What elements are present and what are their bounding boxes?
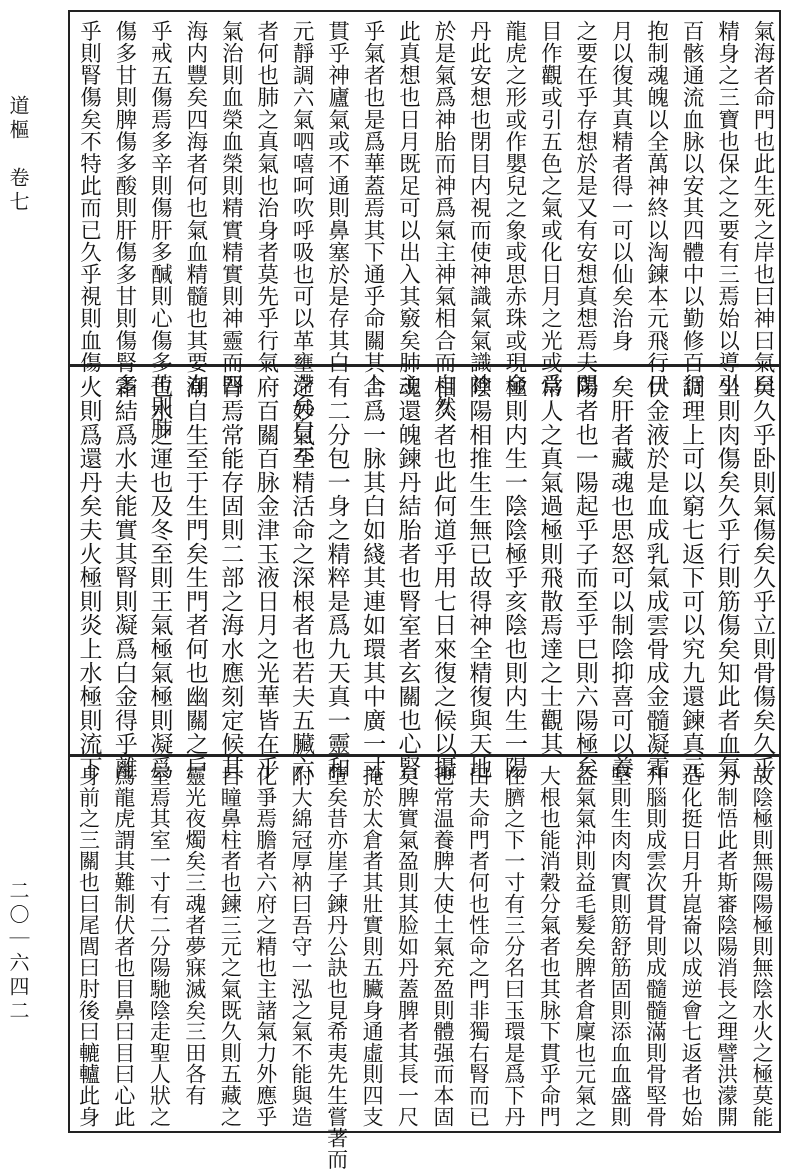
- text-column: 相久者也此何道乎用七日來復之候以攝: [429, 375, 456, 780]
- text-column: 於是氣爲神胎而神爲氣主神氣相合而自然: [430, 20, 456, 418]
- text-column: 乎氣者也是爲華蓋焉其下通乎命關其上: [360, 20, 386, 396]
- text-column: 極則内生一陰陰極乎亥陰也則内生一陽: [500, 375, 527, 780]
- text-column: 潮自生至于生門矣生門者何也幽關之戶: [181, 375, 208, 780]
- text-column: 大根也能消穀分氣者也其脉下貫乎命門: [537, 765, 562, 1128]
- text-column: 傷多甘則脾傷多酸則肝傷多甘則傷腎多: [111, 20, 137, 396]
- text-column: 目作觀或引五色之氣或化日月之光或爲: [537, 20, 563, 396]
- text-column: 龍虎之形或作嬰兒之象或思赤珠或現金: [501, 20, 527, 396]
- text-column: 有二分包一身之精粹是爲九天真一靈和: [323, 375, 350, 780]
- text-column: 坐則肉傷矣久乎行則筋傷矣知此者血氣: [713, 375, 740, 780]
- text-column: 益氣氣沖則益毛髮矣脾者倉廩也元氣之: [572, 765, 597, 1128]
- text-column: 矣久乎卧則氣傷矣久乎立則骨傷矣久乎: [749, 375, 775, 780]
- text-column: 丹此安想也閉目内視而使神識氣氣識神: [466, 20, 492, 396]
- text-column: 造化挺日月升崑崙以成逆會七返者也始: [679, 765, 704, 1128]
- text-column: 之妙氣至精活命之深根者也若夫五臟六: [288, 375, 315, 780]
- text-column: 升腦則成雲次貫骨則成髓髓滿則骨堅骨: [643, 765, 668, 1128]
- text-column: 力制悟此者斯審陰陽消長之理譬洪濛開: [714, 765, 739, 1128]
- text-column: 之要在乎存想於是又有安想真想焉夫閉: [572, 20, 598, 396]
- text-column: 調理上可以窮七返下可以究九還鍊真元: [678, 375, 705, 780]
- text-column: 掩於太倉者其壯實則五臟身通虛則四支: [360, 765, 385, 1128]
- text-column: 附大綿冠厚衲曰吾守一泓之氣不能與造: [289, 765, 314, 1128]
- text-column: 矣脾實氣盈則其脸如丹蓋脾者其長一尺: [395, 765, 420, 1128]
- text-column: 也常温養脾大使土氣充盈則體强而本固: [430, 765, 455, 1128]
- text-panel-top: [68, 10, 781, 462]
- text-column: 乎戒五傷焉多辛則傷肝多醎則心傷多苦則肺: [147, 20, 173, 440]
- text-column: 室焉其室一寸有二分陽馳陰走聖人狀之: [147, 765, 172, 1128]
- text-panel-bottom: [68, 756, 781, 1170]
- text-column: 伏金液於是血成乳氣成雲骨成金髓凝霜: [642, 375, 669, 780]
- text-column: 陰陽相推生生無已故得神全精復與天地: [465, 375, 492, 780]
- text-column: 腎焉常能存固則二部之海水應刻定候其: [217, 375, 244, 780]
- text-column: 在臍之下一寸有三分名曰玉環是爲下丹: [501, 765, 526, 1128]
- text-column: 海内豐矣四海者何也氣血精髓也其要在: [182, 20, 208, 396]
- text-column: 精身之三寶也保之之要有三焉始以導引: [714, 20, 740, 396]
- book-title-margin: 道樞 卷七: [6, 95, 30, 215]
- text-column: 者何也肺之真氣也治身者莫先乎行氣: [253, 20, 279, 374]
- text-column: 爲龍虎謂其難制伏者也目鼻曰目曰心此: [111, 765, 136, 1128]
- text-column: 月以復其真精者得一可以仙矣治身: [608, 20, 634, 352]
- text-column: 靈光夜燭矣三魂者夢寐滅矣三田各有: [182, 765, 207, 1106]
- text-column: 身前之三關也曰尾閭曰肘後曰轆轤此身: [76, 765, 101, 1128]
- text-column: 田夫命門者何也性命之門非獨右腎而已: [466, 765, 491, 1128]
- text-column: 抱制魂魄以全萬神終以淘鍊本元飛行日: [643, 20, 669, 396]
- text-column: 府百關百脉金津玉液日月之光華皆在乎: [252, 375, 279, 780]
- text-column: 元靜調六氣呬嘻呵吹呼吸也可以革壅滯矣白元: [289, 20, 315, 462]
- text-column: 也水之運也及冬至則王氣極氣極則凝爲: [146, 375, 173, 780]
- text-column: 堅則生肉肉實則筋舒筋固則添血血盛則: [608, 765, 633, 1128]
- text-column: 火則爲還丹矣夫火極則炎上水極則流下: [75, 375, 102, 780]
- text-column: 百骸通流血脉以安其四體中以勤修百行: [679, 20, 705, 396]
- text-column: 魂還魄鍊丹結胎者也腎室者玄關也心腎: [394, 375, 421, 780]
- text-column: 常人之真氣過極則飛散焉達之士觀其: [536, 375, 563, 756]
- text-panel-middle: [68, 366, 781, 780]
- text-column: 霜結爲水夫能實其腎則凝爲白金得乎離: [110, 375, 137, 780]
- text-column: 氣海者命門也此生死之岸也曰神曰氣曰: [750, 20, 775, 396]
- text-column: 目瞳鼻柱者也鍊三元之氣既久則五藏之: [218, 765, 243, 1128]
- text-column: 氣治則血榮血榮則精實精實則神靈而四: [218, 20, 244, 396]
- text-column: 陽者也一陽起乎子而至乎巳則六陽極矣: [571, 375, 598, 780]
- text-column: 化爭焉膽者六府之精也主諸氣力外應乎: [253, 765, 278, 1128]
- page-number: 二〇｜六四二: [6, 880, 30, 1024]
- text-column: 故陰極則無陽陽極則無陰水火之極莫能: [750, 765, 774, 1128]
- text-column: 墮矣昔亦崖子鍊丹公訣也見希夷先生嘗著而: [324, 765, 349, 1170]
- text-column: 乎則腎傷矣不特此而已久乎視則血傷: [76, 20, 102, 374]
- text-column: 合爲一脉其白如綫其連如環其中廣一寸: [359, 375, 386, 780]
- text-column: 貫乎神廬氣或不通則鼻塞於是存其白: [324, 20, 350, 374]
- text-column: 矣肝者藏魂也思怒可以制陰抑喜可以養: [607, 375, 634, 780]
- text-column: 此真想也日月既足可以出入其竅矣肺主: [395, 20, 421, 396]
